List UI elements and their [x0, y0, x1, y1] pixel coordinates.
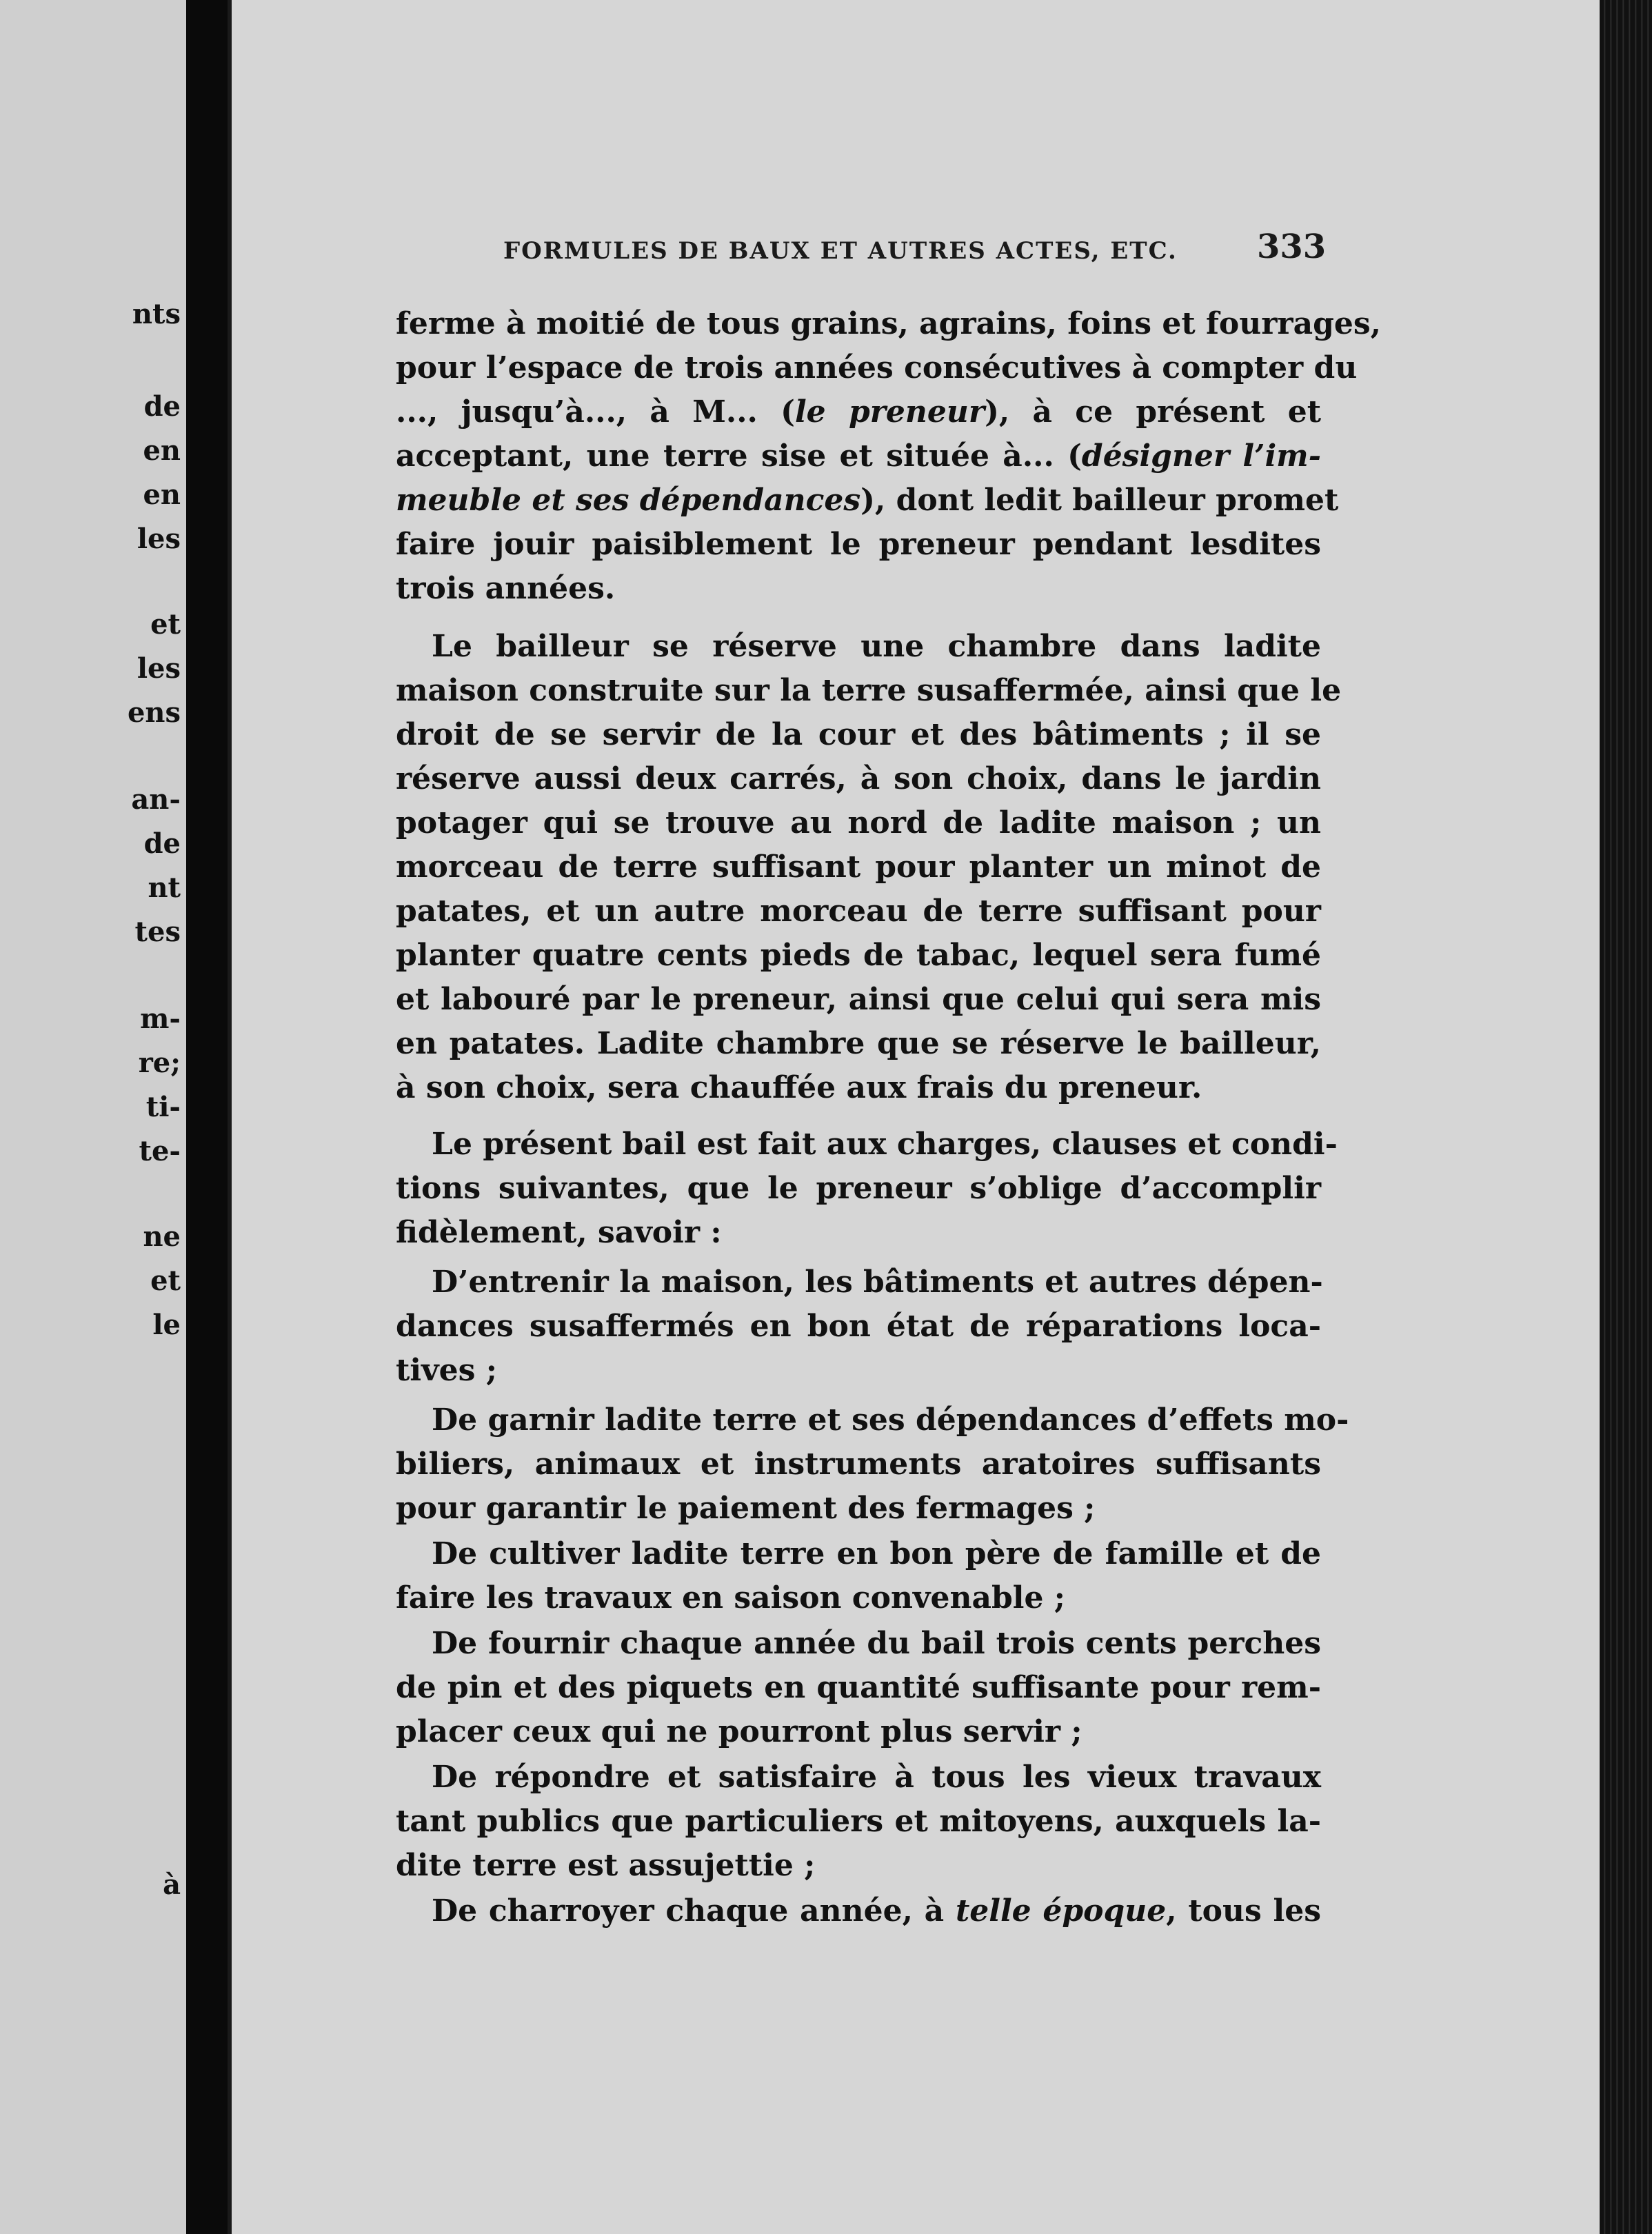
italic-span: désigner l’im- [1081, 439, 1321, 474]
fragment-line: les [137, 652, 181, 685]
fragment-line: an- [131, 783, 181, 816]
text-line: placer ceux qui ne pourront plus servir ; [396, 1714, 1082, 1749]
fragment-line: m- [140, 1003, 181, 1035]
text-span: , tous les [1166, 1893, 1321, 1929]
text-line: ferme à moitié de tous grains, agrains, foins et fourrages, [396, 306, 1381, 341]
page-edges [1600, 0, 1652, 2234]
fragment-line: nt [148, 872, 181, 904]
italic-span: telle époque [955, 1893, 1167, 1929]
text-line: patates, et un autre morceau de terre suffisant pour [396, 894, 1321, 929]
text-line: maison construite sur la terre susaffermée, ainsi que le [396, 673, 1342, 708]
fragment-line: ne [143, 1220, 181, 1253]
text-line: pour l’espace de trois années consécutives à compter du [396, 350, 1358, 385]
fragment-line: tes [134, 916, 181, 948]
text-line: pour garantir le paiement des fermages ; [396, 1491, 1096, 1526]
text-line: planter quatre cents pieds de tabac, lequel sera fumé [396, 938, 1321, 973]
text-line: en patates. Ladite chambre que se réserve le bailleur, [396, 1026, 1321, 1061]
text-span: ), dont ledit bailleur promet [860, 483, 1339, 518]
text-line: et labouré par le preneur, ainsi que celui qui sera mis [396, 982, 1321, 1017]
fragment-line: de [143, 827, 181, 860]
page-number: 333 [1257, 228, 1327, 266]
text-span: ..., jusqu’à..., à M... ( [396, 394, 795, 430]
text-line [396, 483, 1339, 518]
text-line [432, 1893, 1321, 1929]
text-line: réserve aussi deux carrés, à son choix, dans le jardin [396, 761, 1321, 796]
text-line: potager qui se trouve au nord de ladite maison ; un [396, 805, 1321, 841]
fragment-line: te- [139, 1135, 181, 1167]
text-line: D’entrenir la maison, les bâtiments et autres dépen- [432, 1265, 1323, 1300]
text-line: à son choix, sera chauffée aux frais du preneur. [396, 1070, 1202, 1105]
text-span: De charroyer chaque année, à [432, 1893, 956, 1929]
text-span: ), à ce présent et [985, 394, 1322, 430]
text-line: De cultiver ladite terre en bon père de famille et de [432, 1536, 1321, 1571]
fragment-line: à [163, 1869, 181, 1901]
text-line: morceau de terre suffisant pour planter un minot de [396, 849, 1321, 885]
text-line: droit de se servir de la cour et des bâtiments ; il se [396, 717, 1321, 752]
text-line: faire les travaux en saison convenable ; [396, 1580, 1066, 1616]
fragment-line: les [137, 523, 181, 555]
text-span: acceptant, une terre sise et située à... ( [396, 439, 1082, 474]
fragment-line: en [143, 434, 181, 467]
fragment-line: et [150, 608, 181, 641]
fragment-line: le [152, 1309, 181, 1341]
text-line: De garnir ladite terre et ses dépendances d’effets mo- [432, 1402, 1349, 1438]
text-line: De fournir chaque année du bail trois cents perches [432, 1626, 1321, 1661]
text-line [396, 441, 1321, 472]
text-line: dite terre est assujettie ; [396, 1848, 816, 1883]
text-line: Le bailleur se réserve une chambre dans ladite [432, 629, 1321, 664]
text-line: tives ; [396, 1353, 497, 1388]
text-line [396, 394, 1322, 430]
text-line: dances susaffermés en bon état de réparations loca- [396, 1309, 1321, 1344]
fragment-line: ti- [145, 1091, 181, 1123]
previous-page-fragment [0, 0, 186, 2234]
fragment-line: et [150, 1265, 181, 1297]
text-line: fidèlement, savoir : [396, 1215, 722, 1250]
text-line: De répondre et satisfaire à tous les vieux travaux [432, 1760, 1321, 1795]
italic-span: meuble et ses dépendances [396, 483, 861, 518]
text-line: trois années. [396, 571, 616, 606]
text-line: tions suivantes, que le preneur s’oblige d’accomplir [396, 1171, 1321, 1206]
running-head: FORMULES DE BAUX ET AUTRES ACTES, ETC. [503, 237, 1178, 265]
book-gutter [186, 0, 228, 2234]
fragment-line: de [143, 390, 181, 423]
fragment-line: en [143, 479, 181, 511]
text-line: biliers, animaux et instruments aratoires suffisants [396, 1447, 1321, 1482]
fragment-line: ens [127, 696, 181, 729]
text-line: Le présent bail est fait aux charges, clauses et condi- [432, 1127, 1338, 1162]
italic-span: le preneur [794, 394, 985, 430]
fragment-line: nts [132, 298, 181, 330]
text-line: de pin et des piquets en quantité suffisante pour rem- [396, 1670, 1321, 1705]
text-line: tant publics que particuliers et mitoyens, auxquels la- [396, 1804, 1321, 1839]
text-line: faire jouir paisiblement le preneur pendant lesdites [396, 527, 1321, 562]
fragment-line: re; [138, 1047, 181, 1079]
